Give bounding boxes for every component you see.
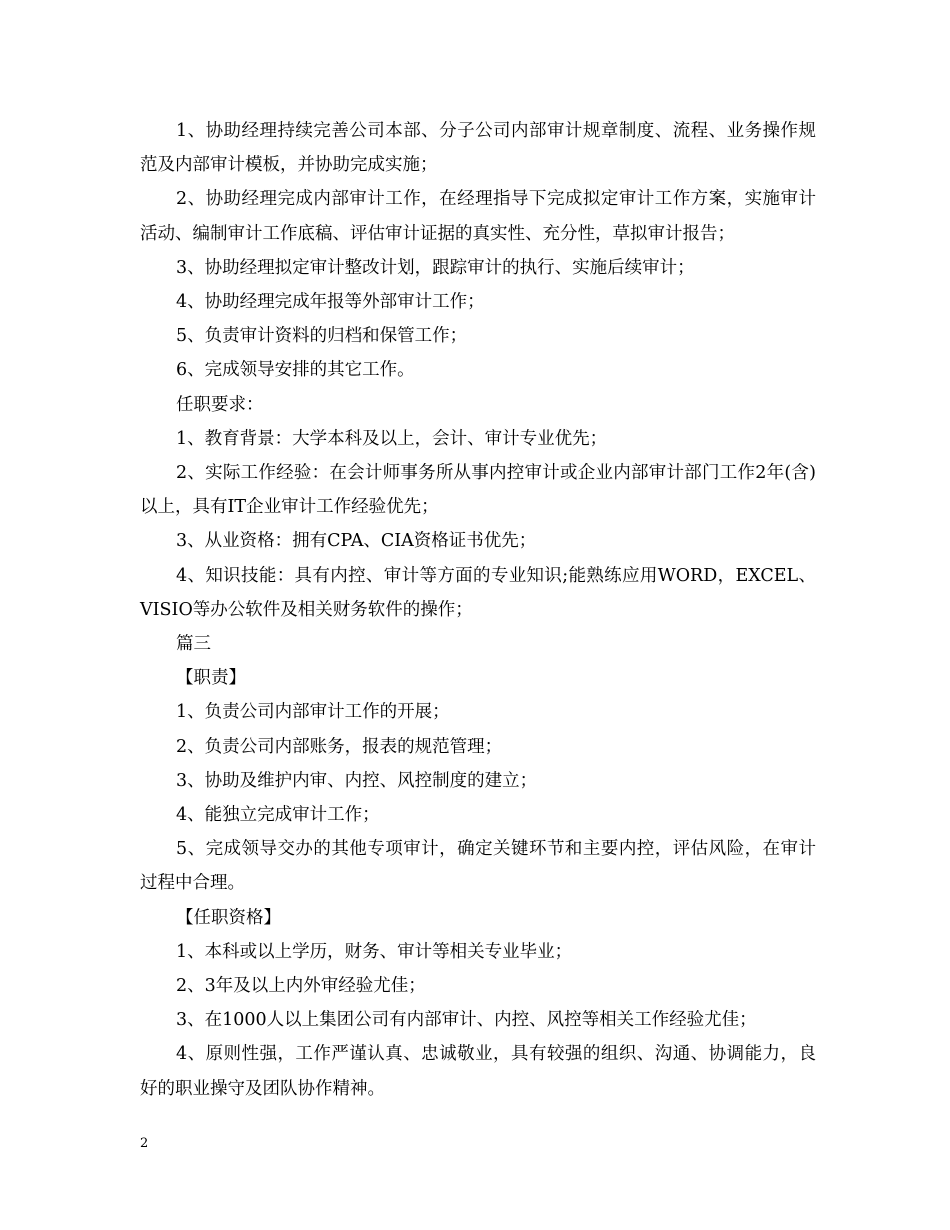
paragraph: 3、从业资格：拥有CPA、CIA资格证书优先；	[176, 531, 537, 552]
paragraph: 1、教育背景：大学本科及以上，会计、审计专业优先；	[176, 428, 608, 449]
document-body	[140, 114, 816, 1106]
paragraph: 5、负责审计资料的归档和保管工作；	[176, 326, 468, 347]
paragraph: 5、完成领导交办的其他专项审计，确定关键环节和主要内控，评估风险，在审计过程中合理。	[140, 839, 816, 894]
paragraph: 3、协助经理拟定审计整改计划，跟踪审计的执行、实施后续审计；	[176, 257, 695, 278]
paragraph: 1、负责公司内部审计工作的开展；	[176, 702, 450, 723]
paragraph: 3、在1000人以上集团公司有内部审计、内控、风控等相关工作经验尤佳；	[176, 1010, 757, 1031]
paragraph: 4、知识技能：具有内控、审计等方面的专业知识;能熟练应用WORD，EXCEL、VISIO等办公软件及相关财务软件的操作；	[140, 565, 816, 620]
paragraph: 2、3年及以上内外审经验尤佳；	[176, 976, 426, 997]
paragraph: 2、协助经理完成内部审计工作，在经理指导下完成拟定审计工作方案，实施审计活动、编制审计工作底稿、评估审计证据的真实性、充分性，草拟审计报告；	[140, 189, 816, 244]
section-heading: 篇三	[176, 634, 211, 655]
paragraph: 3、协助及维护内审、内控、风控制度的建立；	[176, 770, 538, 791]
paragraph: 6、完成领导安排的其它工作。	[176, 360, 415, 381]
paragraph: 2、实际工作经验：在会计师事务所从事内控审计或企业内部审计部门工作2年(含)以上，具有IT企业审计工作经验优先；	[140, 463, 816, 518]
paragraph: 1、协助经理持续完善公司本部、分子公司内部审计规章制度、流程、业务操作规范及内部审计模板，并协助完成实施；	[140, 121, 816, 176]
paragraph: 4、协助经理完成年报等外部审计工作；	[176, 292, 485, 313]
paragraph: 2、负责公司内部账务，报表的规范管理；	[176, 736, 503, 757]
section-heading: 【职责】	[176, 668, 246, 689]
page-number: 2	[140, 1136, 149, 1151]
paragraph: 4、能独立完成审计工作；	[176, 805, 380, 826]
paragraph: 1、本科或以上学历，财务、审计等相关专业毕业；	[176, 941, 573, 962]
section-heading: 【任职资格】	[176, 907, 281, 928]
section-heading: 任职要求：	[176, 394, 264, 415]
paragraph: 4、原则性强，工作严谨认真、忠诚敬业，具有较强的组织、沟通、协调能力，良好的职业操守及团队协作精神。	[140, 1044, 816, 1099]
